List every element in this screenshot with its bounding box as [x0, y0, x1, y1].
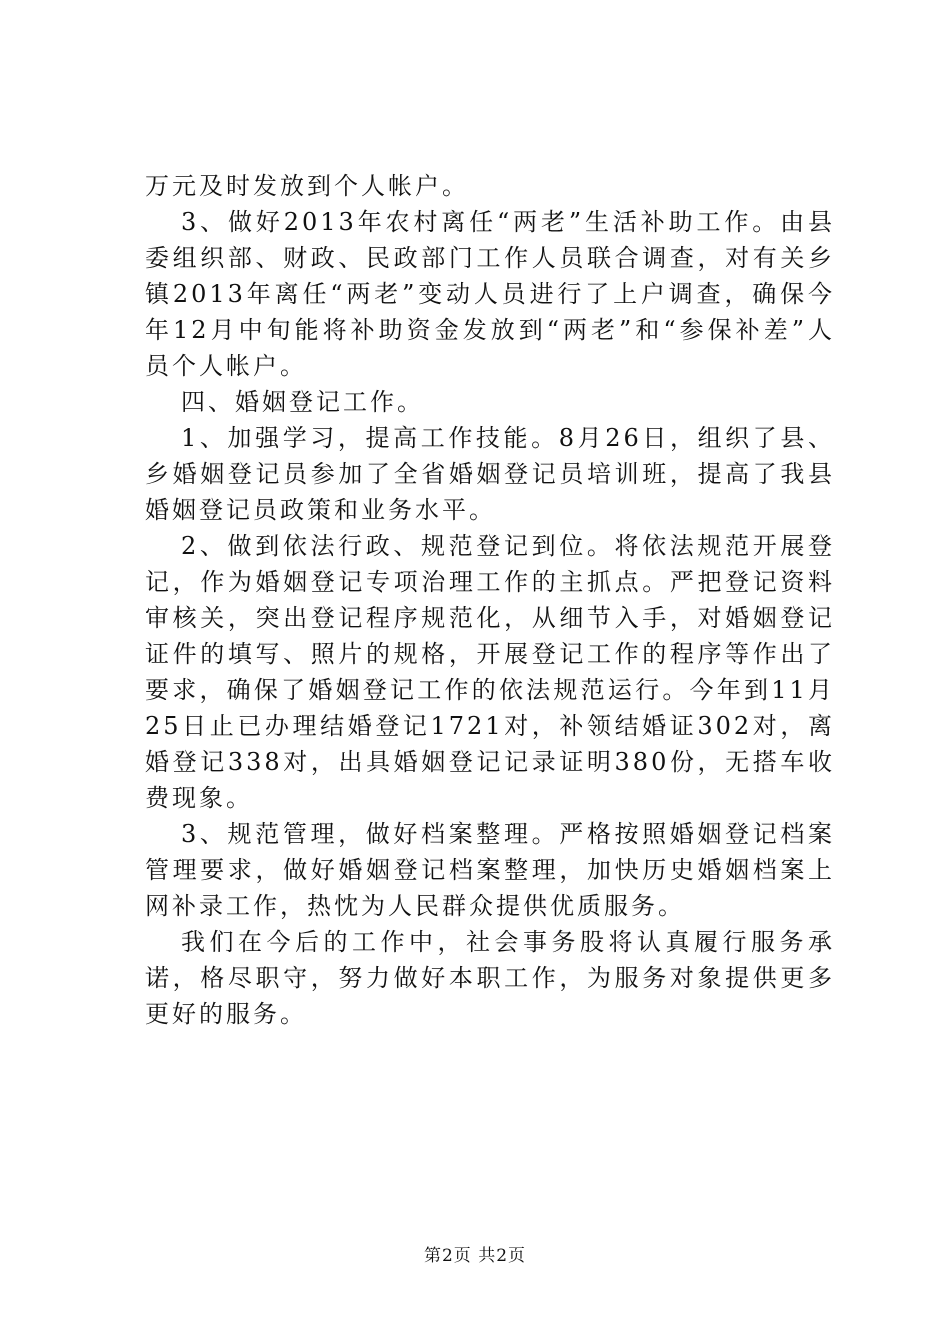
page-number-footer: 第2页 共2页: [423, 1246, 527, 1266]
document-body: [145, 168, 835, 1032]
paragraph-item-1-training: 1、加强学习，提高工作技能。8月26日，组织了县、乡婚姻登记员参加了全省婚姻登记员培训班，提高了我县婚姻登记员政策和业务水平。: [145, 424, 835, 524]
paragraph-item-2-lawful-registration: 2、做到依法行政、规范登记到位。将依法规范开展登记，作为婚姻登记专项治理工作的主抓点。严把登记资料审核关，突出登记程序规范化，从细节入手，对婚姻登记证件的填写、照片的规格，开展登记工作的程序等作出了要求，确保了婚姻登记工作的依法规范运行。今年到11月25日止已办理结婚登记1721对，补领结婚证302对，离婚登记338对，出具婚姻登记记录证明380份，无搭车收费现象。: [145, 532, 835, 812]
section-heading-marriage-registration: 四、婚姻登记工作。: [181, 388, 424, 416]
paragraph-continuation: 万元及时发放到个人帐户。: [145, 172, 469, 200]
paragraph-item-3-two-elders: 3、做好2013年农村离任“两老”生活补助工作。由县委组织部、财政、民政部门工作人员联合调查，对有关乡镇2013年离任“两老”变动人员进行了上户调查，确保今年12月中旬能将补助资金发放到“两老”和“参保补差”人员个人帐户。: [145, 208, 835, 380]
paragraph-item-3-archives: 3、规范管理，做好档案整理。严格按照婚姻登记档案管理要求，做好婚姻登记档案整理，加快历史婚姻档案上网补录工作，热忱为人民群众提供优质服务。: [145, 820, 835, 920]
paragraph-conclusion: 我们在今后的工作中，社会事务股将认真履行服务承诺，格尽职守，努力做好本职工作，为服务对象提供更多更好的服务。: [145, 928, 835, 1028]
